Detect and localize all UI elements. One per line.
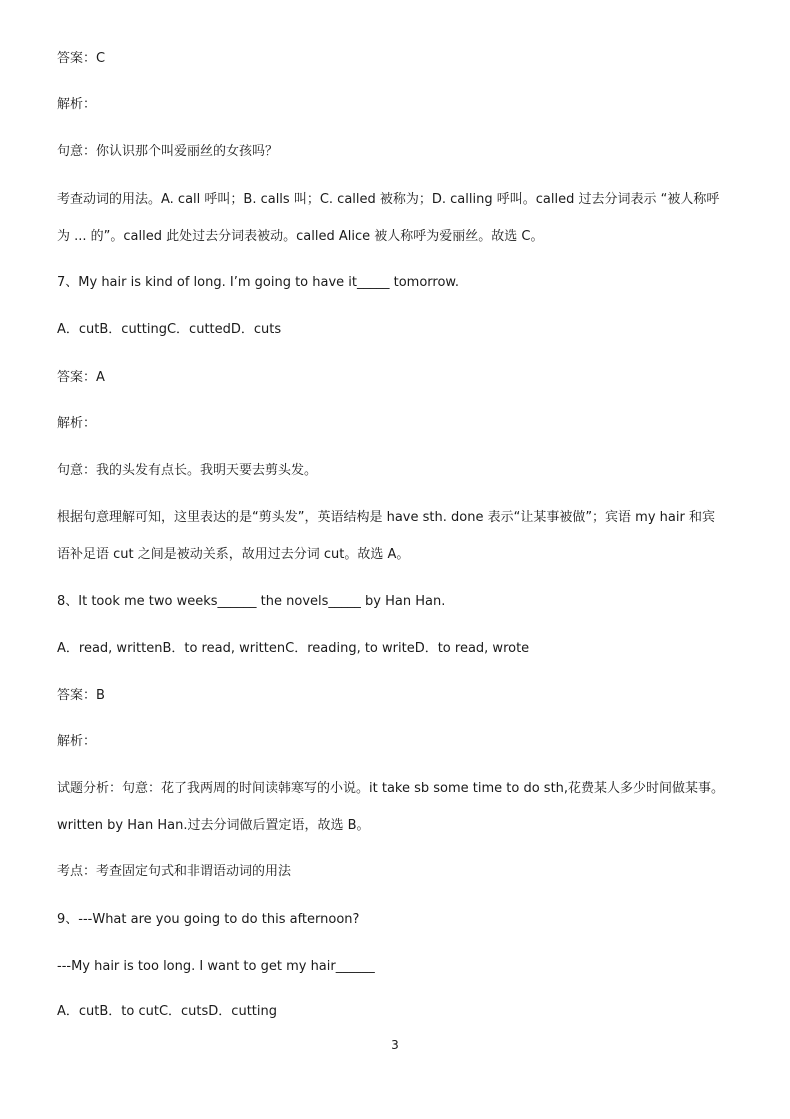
q9-options: A．cutB．to cutC．cutsD．cutting: [57, 1004, 277, 1019]
q6-analysis-label: 解析：: [57, 97, 97, 112]
q7-question: 7、My hair is kind of long. I’m going to have it_____ tomorrow.: [57, 275, 459, 290]
q7-options: A．cutB．cuttingC．cuttedD．cuts: [57, 322, 282, 337]
q7-sentence: 句意：我的头发有点长。我明天要去剪头发。: [57, 463, 318, 478]
q6-explanation-line-1: 考查动词的用法。A. call 呼叫；B. calls 叫；C. called 被称为；D. calling 呼叫。called 过去分词表示 “被人称呼: [57, 192, 720, 207]
q9-question: 9、---What are you going to do this afternoon?: [57, 912, 360, 927]
q8-analysis-label: 解析：: [57, 734, 97, 749]
q8-explanation-line-2: written by Han Han.过去分词做后置定语，故选 B。: [57, 818, 370, 833]
q7-explanation-line-1: 根据句意理解可知，这里表达的是“剪头发”，英语结构是 have sth. done 表示“让某事被做”；宾语 my hair 和宾: [57, 510, 715, 525]
q7-analysis-label: 解析：: [57, 416, 97, 431]
page-number: 3: [391, 1038, 399, 1052]
q9-reply: ---My hair is too long. I want to get my hair______: [57, 959, 375, 974]
q8-answer: 答案：B: [57, 688, 105, 703]
q8-explanation-line-1: 试题分析：句意：花了我两周的时间读韩寒写的小说。it take sb some time to do sth,花费某人多少时间做某事。: [57, 781, 725, 796]
q6-answer: 答案：C: [57, 51, 106, 66]
q6-explanation-line-2: 为 ... 的”。called 此处过去分词表被动。called Alice 被人称呼为爱丽丝。故选 C。: [57, 229, 544, 244]
q7-answer: 答案：A: [57, 370, 105, 385]
q8-point: 考点：考查固定句式和非谓语动词的用法: [57, 864, 292, 879]
q8-question: 8、It took me two weeks______ the novels_____ by Han Han.: [57, 594, 446, 609]
q6-sentence: 句意：你认识那个叫爱丽丝的女孩吗？: [57, 144, 279, 159]
q8-options: A．read, writtenB．to read, writtenC．reading, to writeD．to read, wrote: [57, 641, 530, 656]
q7-explanation-line-2: 语补足语 cut 之间是被动关系，故用过去分词 cut。故选 A。: [57, 547, 410, 562]
